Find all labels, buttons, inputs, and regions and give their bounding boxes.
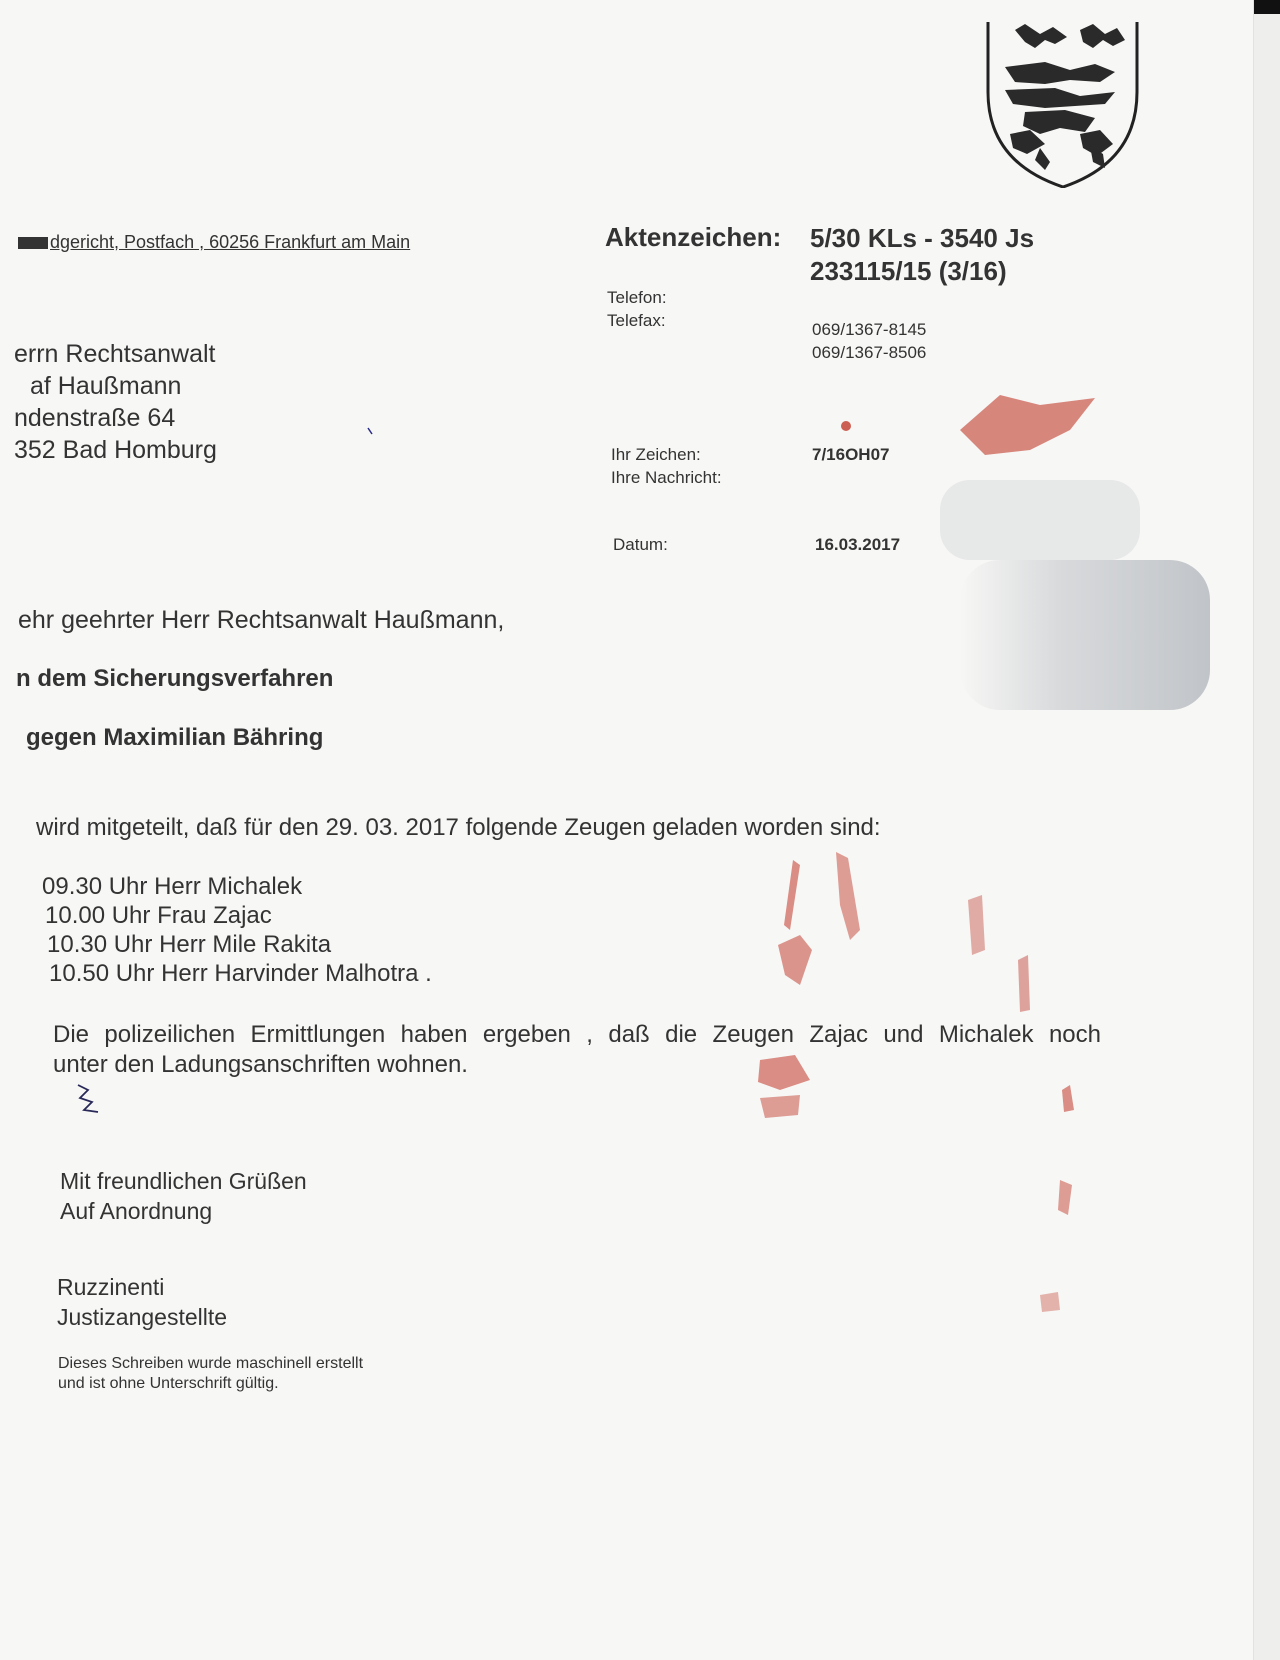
intro-paragraph: wird mitgeteilt, daß für den 29. 03. 2017 folgende Zeugen geladen worden sind: <box>36 814 881 841</box>
sender-line <box>18 232 410 253</box>
red-stain <box>968 895 985 955</box>
coat-of-arms-icon <box>985 22 1140 188</box>
machine-note-line-2: und ist ohne Unterschrift gültig. <box>58 1375 279 1392</box>
red-stain <box>1058 1180 1072 1215</box>
red-stain <box>1018 955 1030 1012</box>
witness-item: 10.00 Uhr Frau Zajac <box>45 902 272 929</box>
pen-tick <box>368 428 372 434</box>
aktenzeichen-line-1: 5/30 KLs - 3540 Js <box>810 223 1035 253</box>
body-line-1: Die polizeilichen Ermittlungen haben ergeben , daß die Zeugen Zajac und Michalek noch <box>53 1021 1101 1048</box>
telefon-value: 069/1367-8145 <box>812 320 927 339</box>
telefax-label: Telefax: <box>607 311 666 330</box>
red-stain <box>960 395 1095 455</box>
closing-line-2: Auf Anordnung <box>60 1198 213 1224</box>
aktenzeichen-value <box>810 222 1034 288</box>
red-stain <box>836 852 860 940</box>
sender-line-text: dgericht, Postfach , 60256 Frankfurt am Main <box>50 232 411 252</box>
red-stain <box>760 1095 800 1118</box>
gray-smudge <box>960 560 1210 710</box>
pen-scribble <box>78 1085 98 1112</box>
red-stain <box>778 935 812 985</box>
aktenzeichen-label: Aktenzeichen: <box>605 222 782 252</box>
body-line-2: unter den Ladungsanschriften wohnen. <box>53 1051 468 1078</box>
body-paragraph <box>53 1020 1101 1080</box>
red-stain <box>1062 1085 1074 1112</box>
subject-line-1: n dem Sicherungsverfahren <box>16 665 334 692</box>
machine-note-line-1: Dieses Schreiben wurde maschinell erstellt <box>58 1355 364 1372</box>
corner-mark <box>1254 0 1280 14</box>
closing-line-1: Mit freundlichen Grüßen <box>60 1168 307 1194</box>
recipient-line-3: ndenstraße 64 <box>14 404 176 432</box>
recipient-line-2: af Haußmann <box>30 372 182 400</box>
signer-title: Justizangestellte <box>57 1304 228 1330</box>
ihr-zeichen-label: Ihr Zeichen: <box>611 445 701 464</box>
recipient-line-1: errn Rechtsanwalt <box>14 340 216 368</box>
ihre-nachricht-label: Ihre Nachricht: <box>611 468 722 487</box>
ink-blot <box>18 237 48 249</box>
telefon-label: Telefon: <box>607 288 667 307</box>
aktenzeichen-line-2: 233115/15 (3/16) <box>810 256 1007 286</box>
telefax-value: 069/1367-8506 <box>812 343 927 362</box>
subject-line-2: gegen Maximilian Bähring <box>26 724 324 751</box>
recipient-line-4: 352 Bad Homburg <box>14 436 217 464</box>
salutation: ehr geehrter Herr Rechtsanwalt Haußmann, <box>18 606 505 634</box>
witness-item: 10.30 Uhr Herr Mile Rakita <box>47 931 332 958</box>
datum-value: 16.03.2017 <box>815 535 901 554</box>
signer-name: Ruzzinenti <box>57 1274 165 1300</box>
red-stain <box>784 860 800 930</box>
gray-smudge <box>940 480 1140 560</box>
page-edge <box>1253 0 1280 1660</box>
witness-item: 09.30 Uhr Herr Michalek <box>42 873 303 900</box>
datum-label: Datum: <box>613 535 668 554</box>
ihr-zeichen-value: 7/16OH07 <box>812 445 890 464</box>
witness-item: 10.50 Uhr Herr Harvinder Malhotra . <box>49 960 432 987</box>
red-stain <box>1040 1292 1060 1312</box>
red-stain <box>841 421 851 431</box>
